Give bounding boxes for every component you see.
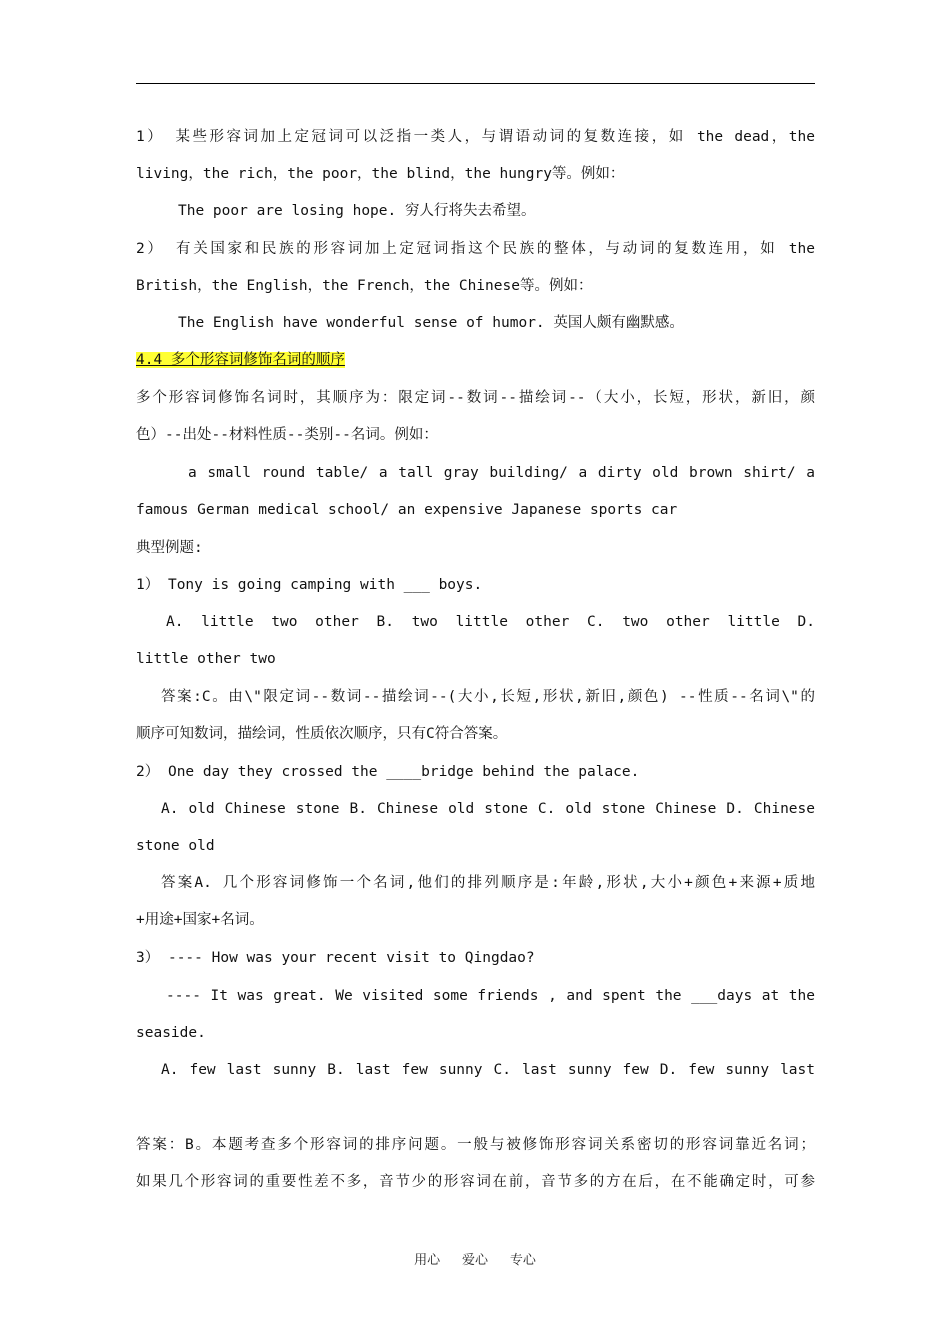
example-sentence: famous German medical school/ an expensive Japanese sports car xyxy=(136,502,678,518)
answer: +用途+国家+名词。 xyxy=(136,912,264,928)
options: little other two xyxy=(136,651,276,667)
options: A. old Chinese stone B. Chinese old stone C. old stone Chinese D. Chinese xyxy=(161,801,815,817)
answer: 顺序可知数词，描绘词，性质依次顺序，只有C符合答案。 xyxy=(136,726,508,742)
question: ---- It was great. We visited some friends , and spent the ___days at the xyxy=(166,988,815,1004)
text-line: 色）--出处--材料性质--类别--名词。例如： xyxy=(136,427,438,443)
section-heading-text: 4.4 多个形容词修饰名词的顺序 xyxy=(136,352,345,368)
options: A. few last sunny B. last few sunny C. last sunny few D. few sunny last xyxy=(161,1062,815,1078)
text-line: living，the rich，the poor，the blind，the hungry等。例如： xyxy=(136,166,625,182)
section-heading xyxy=(136,350,815,370)
example-sentence: a small round table/ a tall gray building/ a dirty old brown shirt/ a xyxy=(188,465,815,481)
text-line: 多个形容词修饰名词时，其顺序为：限定词--数词--描绘词--（大小，长短，形状，新旧，颜 xyxy=(136,390,815,406)
example-sentence: The English have wonderful sense of humor. 英国人颇有幽默感。 xyxy=(178,315,684,331)
text-line: 1） 某些形容词加上定冠词可以泛指一类人，与谓语动词的复数连接，如 the dead，the xyxy=(136,129,815,145)
text-line: British，the English，the French，the Chinese等。例如： xyxy=(136,278,593,294)
page-footer: 用心 爱心 专心 xyxy=(414,1253,536,1268)
subheading: 典型例题: xyxy=(136,540,203,556)
example-sentence: The poor are losing hope. 穷人行将失去希望。 xyxy=(178,203,536,219)
answer: 如果几个形容词的重要性差不多，音节少的形容词在前，音节多的方在后，在不能确定时，可参 xyxy=(136,1174,815,1190)
question: 1） Tony is going camping with ___ boys. xyxy=(136,577,483,593)
header-rule xyxy=(136,83,815,84)
text-line: 2） 有关国家和民族的形容词加上定冠词指这个民族的整体，与动词的复数连用，如 the xyxy=(136,241,815,257)
answer: 答案A. 几个形容词修饰一个名词,他们的排列顺序是:年龄,形状,大小+颜色+来源+质地 xyxy=(161,875,815,891)
options: stone old xyxy=(136,838,215,854)
answer: 答案：B。本题考查多个形容词的排序问题。一般与被修饰形容词关系密切的形容词靠近名词； xyxy=(136,1137,815,1153)
question: seaside. xyxy=(136,1025,206,1041)
options: A. little two other B. two little other C. two other little D. xyxy=(166,614,815,630)
question: 3） ---- How was your recent visit to Qingdao? xyxy=(136,950,535,966)
question: 2） One day they crossed the ____bridge behind the palace. xyxy=(136,764,640,780)
answer: 答案:C。由\"限定词--数词--描绘词--(大小,长短,形状,新旧,颜色) --性质--名词\"的 xyxy=(161,689,815,705)
